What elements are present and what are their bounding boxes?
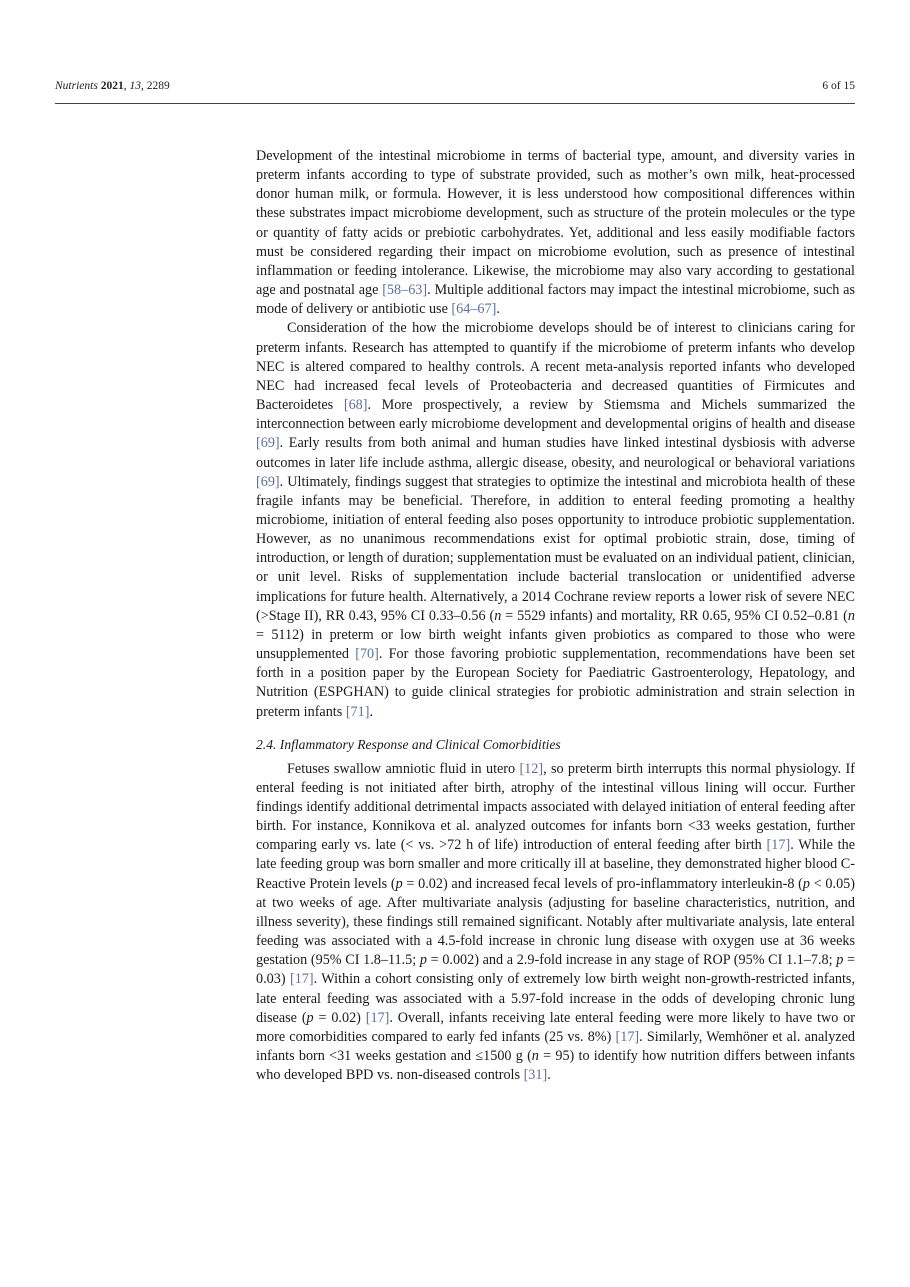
section-heading: 2.4. Inflammatory Response and Clinical Comorbidities bbox=[256, 736, 561, 752]
citation-link[interactable]: [17] bbox=[289, 971, 314, 988]
page-number: 6 of 15 bbox=[822, 80, 855, 92]
paragraph-text: . For those favoring probiotic supplementation, recommendations have been set forth in a position paper by the European Society for Paediatric Gastroenterology, Hepatology, and Nutrition (ESPGHAN) to guide clinical strategies for probiotic administration and strain selection in preterm infants bbox=[256, 646, 855, 720]
citation-link[interactable]: [69] bbox=[256, 473, 280, 490]
journal-name: Nutrients bbox=[55, 80, 98, 92]
paragraph-text: = 95) to identify how nutrition differs between infants who developed BPD vs. non-diseased controls bbox=[256, 1048, 855, 1084]
section-paragraphs bbox=[256, 147, 855, 722]
citation-link[interactable]: [58–63] bbox=[382, 282, 428, 299]
paragraph bbox=[256, 147, 855, 319]
paragraph-text: = 5529 infants) and mortality, RR 0.65, 95% CI 0.52–0.81 ( bbox=[501, 607, 848, 624]
paragraph-text: = 0.02) and increased fecal levels of pro-inflammatory interleukin-8 ( bbox=[402, 875, 803, 892]
paragraph-text: . Early results from both animal and human studies have linked intestinal dysbiosis with adverse outcomes in later life include asthma, allergic disease, obesity, and neurological or behavioral variations bbox=[256, 435, 855, 471]
paragraph-text: n bbox=[847, 607, 855, 624]
paragraph-text: . Multiple additional factors may impact the intestinal microbiome, such as mode of delivery or antibiotic use bbox=[256, 282, 855, 318]
paragraph-text: . Ultimately, findings suggest that strategies to optimize the intestinal and microbiota health of these fragile infants may be beneficial. Therefore, in addition to enteral feeding promoting a healthy microbiome, initiation of enteral feeding also poses opportunity to introduce probiotic supplementation. However, as no unanimous recommendations exist for optimal probiotic strain, dose, timing of introduction, or length of duration; supplementation must be evaluated on an individual patient, clinician, or unit level. Risks of supplementation include bacterial translocation or unidentified adverse implications for future health. Alternatively, a 2014 Cochrane review reports a lower risk of severe NEC (>Stage II), RR 0.43, 95% CI 0.33–0.56 ( bbox=[256, 473, 855, 624]
paragraph-text: < 0.05) at two weeks of age. After multivariate analysis (adjusting for baseline characteristics, nutrition, and illness severity), these findings still remained significant. Notably after multivariate analysis, late enteral feeding was associated with a 4.5-fold increase in chronic lung disease with oxygen use at 36 weeks gestation (95% CI 1.8–11.5; bbox=[256, 875, 855, 969]
header-rule bbox=[55, 103, 855, 104]
paragraph-text: = 0.03) bbox=[256, 952, 855, 988]
paragraph-text: p bbox=[836, 952, 844, 969]
citation-link[interactable]: [71] bbox=[345, 703, 370, 720]
paragraph-text: . While the late feeding group was born smaller and more critically ill at baseline, they demonstrated higher blood C-Reactive Protein levels ( bbox=[256, 837, 855, 892]
paragraph-text: p bbox=[419, 952, 427, 969]
paragraph-text: Fetuses swallow amniotic fluid in utero bbox=[287, 760, 520, 777]
paragraph-text: Development of the intestinal microbiome in terms of bacterial type, amount, and diversity varies in preterm infants according to type of substrate provided, such as mother’s own milk, heat-processed donor human milk, or formula. However, it is less understood how compositional differences within these substrates impact microbiome development, such as structure of the protein molecules or the type or quantity of fatty acids or prebiotic carbohydrates. Yet, additional and less easily modifiable factors must be considered regarding their impact on microbiome evolution, such as presence of intestinal inflammation or feeding intolerance. Likewise, the microbiome may also vary according to gestational age and postnatal age bbox=[256, 148, 855, 299]
paragraph-text: . bbox=[369, 703, 374, 720]
paragraph bbox=[256, 760, 855, 1086]
citation-link[interactable]: [64–67] bbox=[451, 301, 497, 318]
paragraph-text: p bbox=[802, 875, 810, 892]
article-body bbox=[256, 147, 855, 1085]
paragraph-text: = 0.02) bbox=[313, 1009, 366, 1026]
citation-link[interactable]: [68] bbox=[343, 397, 368, 414]
article-number: 2289 bbox=[146, 80, 170, 92]
paragraph-text: . More prospectively, a review by Stiemsma and Michels summarized the interconnection between early microbiome development and developmental origins of health and disease bbox=[256, 397, 855, 433]
paragraph-text: . Overall, infants receiving late enteral feeding were more likely to have two or more comorbidities compared to early fed infants (25 vs. 8%) bbox=[256, 1009, 855, 1045]
citation-link[interactable]: [70] bbox=[355, 646, 379, 663]
citation-link[interactable]: [31] bbox=[523, 1067, 548, 1084]
paragraph-text: = 0.002) and a 2.9-fold increase in any stage of ROP (95% CI 1.1–7.8; bbox=[426, 952, 837, 969]
paragraph-text: = 5112) in preterm or low birth weight infants given probiotics as compared to those who were unsupplemented bbox=[256, 626, 855, 663]
paragraph-text: . Within a cohort consisting only of extremely low birth weight non-growth-restricted infants, late enteral feeding was associated with a 5.97-fold increase in the odds of developing chronic lung disease ( bbox=[256, 971, 855, 1026]
paragraph-text: p bbox=[306, 1009, 314, 1026]
paragraph-text: . bbox=[547, 1067, 551, 1084]
paragraph-text: n bbox=[531, 1048, 539, 1065]
paragraph bbox=[256, 319, 855, 721]
citation-link[interactable]: [17] bbox=[615, 1028, 640, 1045]
citation-link[interactable]: [12] bbox=[519, 760, 544, 777]
paragraph-text: n bbox=[494, 607, 502, 624]
paragraph-text: Consideration of the how the microbiome develops should be of interest to clinicians caring for preterm infants. Research has attempted to quantify if the microbiome of preterm infants who develop NEC is altered compared to healthy controls. A recent meta-analysis reported infants who developed NEC had increased fecal levels of Proteobacteria and decreased quantities of Firmicutes and Bacteroidetes bbox=[256, 320, 855, 414]
citation-link[interactable]: [69] bbox=[256, 435, 280, 452]
section-paragraphs-2-4 bbox=[256, 760, 855, 1086]
paragraph-text: p bbox=[395, 875, 403, 892]
paragraph-text: . Similarly, Wemhöner et al. analyzed infants born <31 weeks gestation and ≤1500 g ( bbox=[256, 1028, 855, 1065]
journal-volume: 13 bbox=[129, 80, 141, 92]
citation-link[interactable]: [17] bbox=[365, 1009, 390, 1026]
journal-year: 2021 bbox=[100, 80, 124, 92]
paragraph-text: , so preterm birth interrupts this normal physiology. If enteral feeding is not initiated after birth, atrophy of the intestinal villous lining will occur. Further findings identify additional detrimental impacts associated with delayed initiation of enteral feeding after birth. For instance, Konnikova et al. analyzed outcomes for infants born <33 weeks gestation, further comparing early vs. late (< vs. >72 h of life) introduction of enteral feeding after birth bbox=[256, 760, 855, 854]
citation-link[interactable]: [17] bbox=[766, 837, 791, 854]
journal-citation: Nutrients 2021, 13, 2289 bbox=[55, 80, 170, 92]
page-header bbox=[55, 80, 855, 98]
paragraph-text: . bbox=[496, 301, 500, 318]
